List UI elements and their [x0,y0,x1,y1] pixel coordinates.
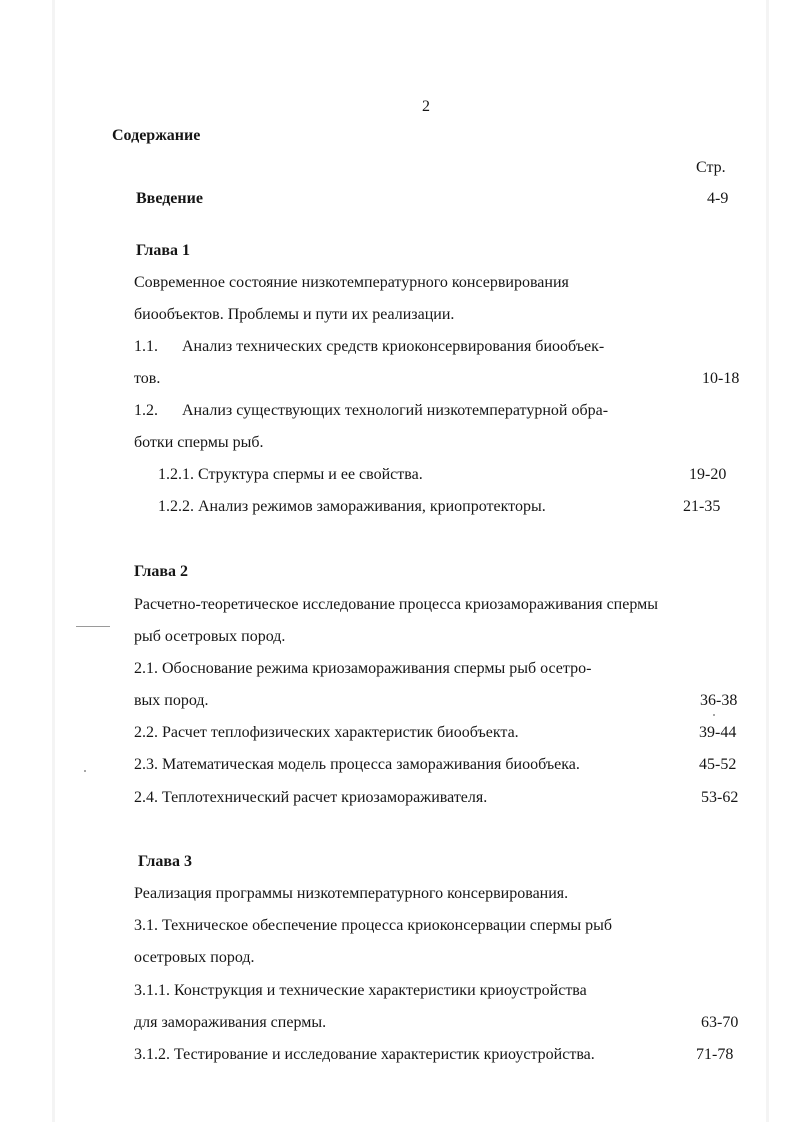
scan-artifact-dot [713,714,715,716]
toc-entry-3-1-line1: 3.1. Техническое обеспечение процесса криоконсервации спермы рыб [134,917,613,934]
page-number: 2 [422,98,430,115]
scan-artifact-mark [76,626,110,627]
scan-artifact-dot [84,770,86,772]
chapter1-title-line2: биообъектов. Проблемы и пути их реализации. [134,306,455,323]
chapter1-heading: Глава 1 [136,242,190,259]
toc-entry-2-2-pages: 39-44 [699,724,737,741]
toc-entry-2-2: 2.2. Расчет теплофизических характеристик биообъекта. [134,724,519,741]
toc-entry-3-1-2: 3.1.2. Тестирование и исследование характеристик криоустройства. [134,1046,595,1063]
toc-entry-2-3-pages: 45-52 [699,756,737,773]
toc-entry-1-2-line1: Анализ существующих технологий низкотемпературной обра- [182,402,609,419]
toc-entry-3-1-1-line2: для замораживания спермы. [134,1014,327,1031]
toc-entry-3-1-2-pages: 71-78 [696,1046,734,1063]
toc-entry-1-2-2: 1.2.2. Анализ режимов замораживания, криопротекторы. [158,498,546,515]
scan-edge-right [766,0,769,1122]
chapter2-title-line1: Расчетно-теоретическое исследование процесса криозамораживания спермы [134,596,658,613]
chapter1-title-line1: Современное состояние низкотемпературного консервирования [134,274,569,291]
scan-edge-left [52,0,55,1122]
chapter2-title-line2: рыб осетровых пород. [134,628,286,645]
page-column-header: Стр. [696,159,726,176]
toc-entry-2-4-pages: 53-62 [701,789,739,806]
toc-entry-2-1-line1: 2.1. Обоснование режима криозамораживания спермы рыб осетро- [134,660,592,677]
toc-entry-1-2-2-pages: 21-35 [683,498,721,515]
chapter3-title-line1: Реализация программы низкотемпературного консервирования. [134,885,569,902]
chapter3-heading: Глава 3 [138,853,192,870]
contents-title: Содержание [112,127,201,144]
toc-entry-1-2-1: 1.2.1. Структура спермы и ее свойства. [158,466,423,483]
toc-entry-1-1-line2: тов. [134,370,161,387]
toc-entry-1-2-number: 1.2. [134,402,158,419]
intro-pages: 4-9 [707,190,729,207]
toc-entry-1-2-line2: ботки спермы рыб. [134,434,264,451]
toc-entry-1-1-line1: Анализ технических средств криоконсервирования биообъек- [182,338,605,355]
toc-entry-3-1-line2: осетровых пород. [134,949,255,966]
chapter2-heading: Глава 2 [134,563,188,580]
toc-entry-1-2-1-pages: 19-20 [689,466,727,483]
toc-entry-3-1-1-pages: 63-70 [701,1014,739,1031]
toc-entry-2-1-pages: 36-38 [700,692,738,709]
toc-entry-2-4: 2.4. Теплотехнический расчет криозамораживателя. [134,789,488,806]
toc-entry-2-3: 2.3. Математическая модель процесса замораживания биообъека. [134,756,580,773]
toc-entry-3-1-1-line1: 3.1.1. Конструкция и технические характеристики криоустройства [134,982,587,999]
intro-title: Введение [136,190,203,207]
toc-entry-1-1-number: 1.1. [134,338,158,355]
toc-entry-2-1-line2: вых пород. [134,692,209,709]
toc-entry-1-1-pages: 10-18 [702,370,740,387]
